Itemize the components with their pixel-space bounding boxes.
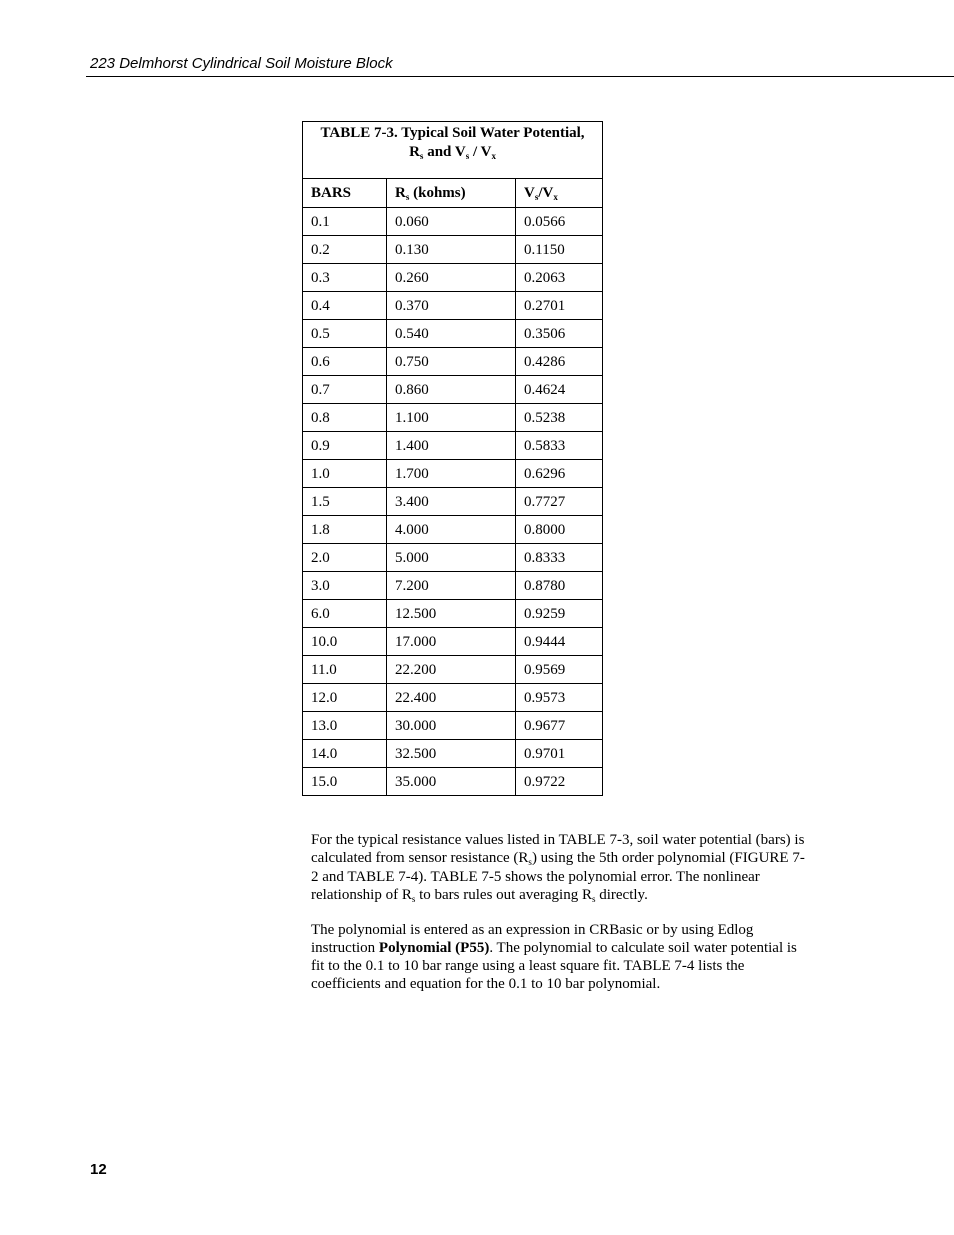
cell-bars: 10.0 xyxy=(303,628,387,656)
cell-vs-vx: 0.8780 xyxy=(516,572,603,600)
cell-rs: 4.000 xyxy=(387,516,516,544)
table-row xyxy=(303,768,603,796)
cell-bars: 0.1 xyxy=(303,208,387,236)
page-number: 12 xyxy=(90,1161,107,1178)
cell-rs: 7.200 xyxy=(387,572,516,600)
cell-vs-vx: 0.9573 xyxy=(516,684,603,712)
table-row xyxy=(303,544,603,572)
cell-rs: 0.260 xyxy=(387,264,516,292)
cell-vs-vx: 0.9701 xyxy=(516,740,603,768)
cell-bars: 11.0 xyxy=(303,656,387,684)
cell-rs: 1.700 xyxy=(387,460,516,488)
column-header-rs: $R_s$ (kohms) xyxy=(387,179,516,208)
cell-vs-vx: 0.5238 xyxy=(516,404,603,432)
cell-rs: 1.400 xyxy=(387,432,516,460)
table-row xyxy=(303,348,603,376)
cell-bars: 0.8 xyxy=(303,404,387,432)
cell-bars: 3.0 xyxy=(303,572,387,600)
cell-rs: 12.500 xyxy=(387,600,516,628)
cell-rs: 30.000 xyxy=(387,712,516,740)
cell-vs-vx: 0.4624 xyxy=(516,376,603,404)
table-row xyxy=(303,264,603,292)
table-caption: TABLE 7-3. Typical Soil Water Potential, $R_s$ and $V_s / V_x$ xyxy=(303,122,603,179)
table-row xyxy=(303,488,603,516)
table-row xyxy=(303,628,603,656)
paragraph-polynomial-entry: The polynomial is entered as an expression in CRBasic or by using Edlog instruction Polynomial (P55). The polynomial to calculate soil water potential is fit to the 0.1 to 10 bar range using a least square fit. TABLE 7-4 lists the coefficients and equation for the 0.1 to 10 bar polynomial. xyxy=(311,922,797,992)
paragraph-polynomial-intro: For the typical resistance values listed in TABLE 7-3, soil water potential (bars) is calculated from sensor resistance $(R_s)$ using the 5th order polynomial (FIGURE 7-2 and TABLE 7-4). TABLE 7-5 shows the polynomial error. The nonlinear relationship of $R_s$ to bars rules out averaging $R_s$ directly. xyxy=(311,832,805,904)
table-row xyxy=(303,376,603,404)
cell-rs: 32.500 xyxy=(387,740,516,768)
cell-rs: 22.200 xyxy=(387,656,516,684)
cell-rs: 5.000 xyxy=(387,544,516,572)
cell-rs: 0.370 xyxy=(387,292,516,320)
cell-vs-vx: 0.3506 xyxy=(516,320,603,348)
cell-bars: 14.0 xyxy=(303,740,387,768)
cell-vs-vx: 0.8000 xyxy=(516,516,603,544)
cell-rs: 35.000 xyxy=(387,768,516,796)
column-header-bars: BARS xyxy=(303,179,387,208)
cell-bars: 15.0 xyxy=(303,768,387,796)
cell-rs: 22.400 xyxy=(387,684,516,712)
cell-bars: 0.9 xyxy=(303,432,387,460)
cell-rs: 0.060 xyxy=(387,208,516,236)
table-row xyxy=(303,656,603,684)
cell-bars: 0.6 xyxy=(303,348,387,376)
caption-line-1: TABLE 7-3. Typical Soil Water Potential, xyxy=(320,125,585,141)
cell-bars: 6.0 xyxy=(303,600,387,628)
cell-rs: 17.000 xyxy=(387,628,516,656)
cell-vs-vx: 0.8333 xyxy=(516,544,603,572)
table-row xyxy=(303,432,603,460)
cell-vs-vx: 0.7727 xyxy=(516,488,603,516)
table-row xyxy=(303,684,603,712)
cell-vs-vx: 0.0566 xyxy=(516,208,603,236)
table-row xyxy=(303,404,603,432)
table-row xyxy=(303,712,603,740)
cell-rs: 1.100 xyxy=(387,404,516,432)
cell-vs-vx: 0.6296 xyxy=(516,460,603,488)
cell-bars: 0.7 xyxy=(303,376,387,404)
cell-bars: 0.2 xyxy=(303,236,387,264)
cell-bars: 0.4 xyxy=(303,292,387,320)
table-row xyxy=(303,320,603,348)
running-header: 223 Delmhorst Cylindrical Soil Moisture Block xyxy=(90,55,393,72)
cell-vs-vx: 0.5833 xyxy=(516,432,603,460)
cell-bars: 1.0 xyxy=(303,460,387,488)
table-row xyxy=(303,740,603,768)
cell-bars: 1.8 xyxy=(303,516,387,544)
cell-vs-vx: 0.9722 xyxy=(516,768,603,796)
cell-bars: 12.0 xyxy=(303,684,387,712)
cell-bars: 1.5 xyxy=(303,488,387,516)
cell-rs: 0.750 xyxy=(387,348,516,376)
cell-rs: 0.540 xyxy=(387,320,516,348)
table-row xyxy=(303,600,603,628)
cell-rs: 0.130 xyxy=(387,236,516,264)
cell-rs: 0.860 xyxy=(387,376,516,404)
header-rule xyxy=(86,76,954,77)
cell-rs: 3.400 xyxy=(387,488,516,516)
cell-bars: 0.5 xyxy=(303,320,387,348)
cell-bars: 2.0 xyxy=(303,544,387,572)
column-header-vs-vx: $V_s/V_x$ xyxy=(516,179,603,208)
cell-vs-vx: 0.9677 xyxy=(516,712,603,740)
instruction-name: Polynomial (P55) xyxy=(378,940,490,956)
cell-vs-vx: 0.9569 xyxy=(516,656,603,684)
table-row xyxy=(303,460,603,488)
cell-vs-vx: 0.4286 xyxy=(516,348,603,376)
soil-water-potential-table xyxy=(302,121,603,796)
table-header-row xyxy=(303,179,603,208)
cell-vs-vx: 0.1150 xyxy=(516,236,603,264)
cell-vs-vx: 0.9259 xyxy=(516,600,603,628)
table-row xyxy=(303,516,603,544)
cell-vs-vx: 0.2063 xyxy=(516,264,603,292)
cell-vs-vx: 0.9444 xyxy=(516,628,603,656)
table-row xyxy=(303,236,603,264)
table-row xyxy=(303,208,603,236)
cell-vs-vx: 0.2701 xyxy=(516,292,603,320)
cell-bars: 13.0 xyxy=(303,712,387,740)
table-row xyxy=(303,292,603,320)
table-row xyxy=(303,572,603,600)
cell-bars: 0.3 xyxy=(303,264,387,292)
